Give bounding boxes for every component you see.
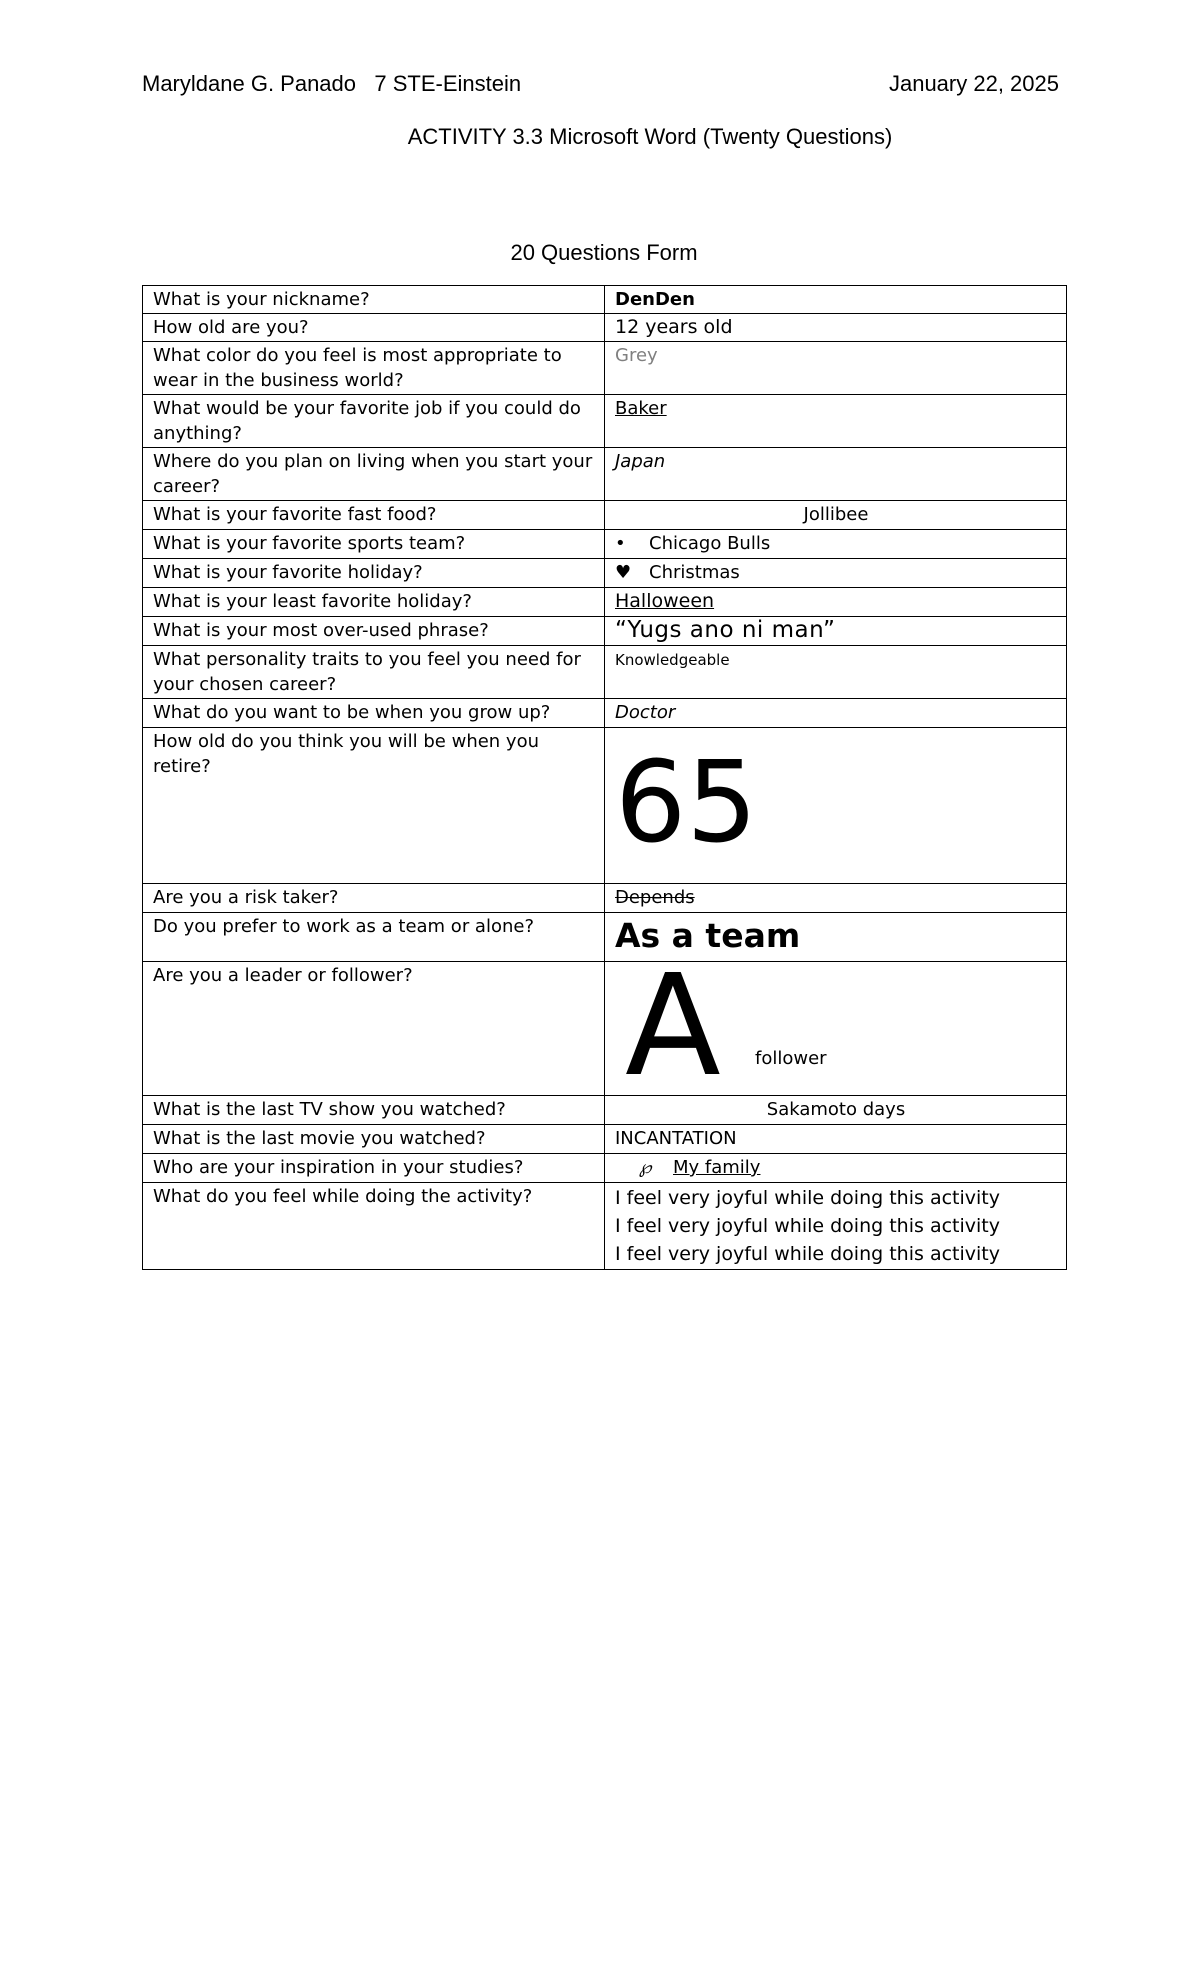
question-cell: What is your most over-used phrase? [143, 617, 605, 646]
table-row [143, 342, 1067, 395]
answer-line: I feel very joyful while doing this activity [615, 1243, 1000, 1265]
table-row [143, 962, 1067, 1096]
bullet-icon: • [615, 533, 626, 554]
answer-cell [605, 588, 1067, 617]
question-cell: What is the last TV show you watched? [143, 1096, 605, 1125]
document-date: January 22, 2025 [888, 71, 1059, 96]
answer-cell [605, 699, 1067, 728]
question-cell: What do you feel while doing the activity? [143, 1183, 605, 1270]
table-row [143, 728, 1067, 884]
table-row [143, 699, 1067, 728]
answer-text: As a team [615, 916, 801, 955]
table-row [143, 646, 1067, 699]
answer-cell [605, 314, 1067, 342]
form-title: 20 Questions Form [510, 240, 698, 265]
answer-line: I feel very joyful while doing this activity [615, 1215, 1000, 1237]
question-cell: What is your favorite holiday? [143, 559, 605, 588]
answer-cell [605, 501, 1067, 530]
answer-text: 65 [615, 738, 758, 868]
answer-cell [605, 286, 1067, 314]
answer-text: “Yugs ano ni man” [615, 617, 836, 643]
table-row [143, 530, 1067, 559]
answer-text: Christmas [649, 562, 740, 583]
answer-text: Depends [615, 887, 695, 908]
table-row [143, 1096, 1067, 1125]
activity-title: ACTIVITY 3.3 Microsoft Word (Twenty Questions) [407, 124, 893, 149]
answer-cell [605, 448, 1067, 501]
answer-text: 12 years old [615, 316, 733, 338]
question-cell: What is your favorite sports team? [143, 530, 605, 559]
questions-table [142, 285, 1067, 1270]
table-row [143, 314, 1067, 342]
table-row [143, 395, 1067, 448]
answer-cell [605, 395, 1067, 448]
answer-text: Knowledgeable [615, 651, 730, 669]
question-cell: What is your favorite fast food? [143, 501, 605, 530]
answer-text: follower [755, 1048, 827, 1069]
table-row [143, 913, 1067, 962]
table-row [143, 1125, 1067, 1154]
answer-line: I feel very joyful while doing this activity [615, 1187, 1000, 1209]
question-cell: What is the last movie you watched? [143, 1125, 605, 1154]
table-row [143, 884, 1067, 913]
answer-cell [605, 945, 1067, 1108]
question-cell: Are you a leader or follower? [143, 962, 605, 1096]
answer-cell [605, 342, 1067, 395]
student-name-class: Maryldane G. Panado 7 STE-Einstein [142, 71, 522, 96]
question-cell: How old are you? [143, 314, 605, 342]
answer-text: Jollibee [803, 504, 869, 525]
answer-text: INCANTATION [615, 1128, 737, 1149]
table-row [143, 501, 1067, 530]
answer-cell [605, 728, 1067, 884]
table-row [143, 559, 1067, 588]
answer-cell [605, 1183, 1067, 1270]
answer-text: Doctor [615, 702, 676, 723]
table-row [143, 448, 1067, 501]
answer-text: Baker [615, 398, 667, 419]
answer-text: Japan [615, 451, 666, 472]
table-row [143, 1183, 1067, 1270]
answer-cell [605, 617, 1067, 646]
table-row [143, 588, 1067, 617]
answer-cell [605, 1154, 1067, 1183]
question-cell: What would be your favorite job if you could do anything? [143, 395, 605, 448]
answer-text: Grey [615, 345, 658, 366]
question-cell: What color do you feel is most appropriate to wear in the business world? [143, 342, 605, 395]
question-cell: What is your least favorite holiday? [143, 588, 605, 617]
drop-cap-letter: A [625, 945, 721, 1108]
question-cell: Do you prefer to work as a team or alone? [143, 913, 605, 962]
heart-bullet-icon: ♥ [615, 562, 632, 583]
table-row [143, 1154, 1067, 1183]
answer-cell [605, 559, 1067, 588]
answer-text: My family [673, 1157, 761, 1178]
answer-cell [605, 646, 1067, 699]
table-row [143, 617, 1067, 646]
answer-cell [605, 1125, 1067, 1154]
table-row [143, 286, 1067, 314]
question-cell: Where do you plan on living when you start your career? [143, 448, 605, 501]
question-cell: Are you a risk taker? [143, 884, 605, 913]
answer-text: DenDen [615, 289, 695, 310]
question-cell: What personality traits to you feel you need for your chosen career? [143, 646, 605, 699]
question-cell: What is your nickname? [143, 286, 605, 314]
answer-text: Halloween [615, 590, 715, 612]
answer-text: Chicago Bulls [649, 533, 771, 554]
answer-cell [605, 530, 1067, 559]
question-cell: What do you want to be when you grow up? [143, 699, 605, 728]
question-cell: Who are your inspiration in your studies? [143, 1154, 605, 1183]
script-p-bullet-icon: ℘ [639, 1157, 652, 1178]
answer-cell [605, 884, 1067, 913]
question-cell: How old do you think you will be when you retire? [143, 728, 605, 884]
answer-text: Sakamoto days [766, 1099, 906, 1120]
